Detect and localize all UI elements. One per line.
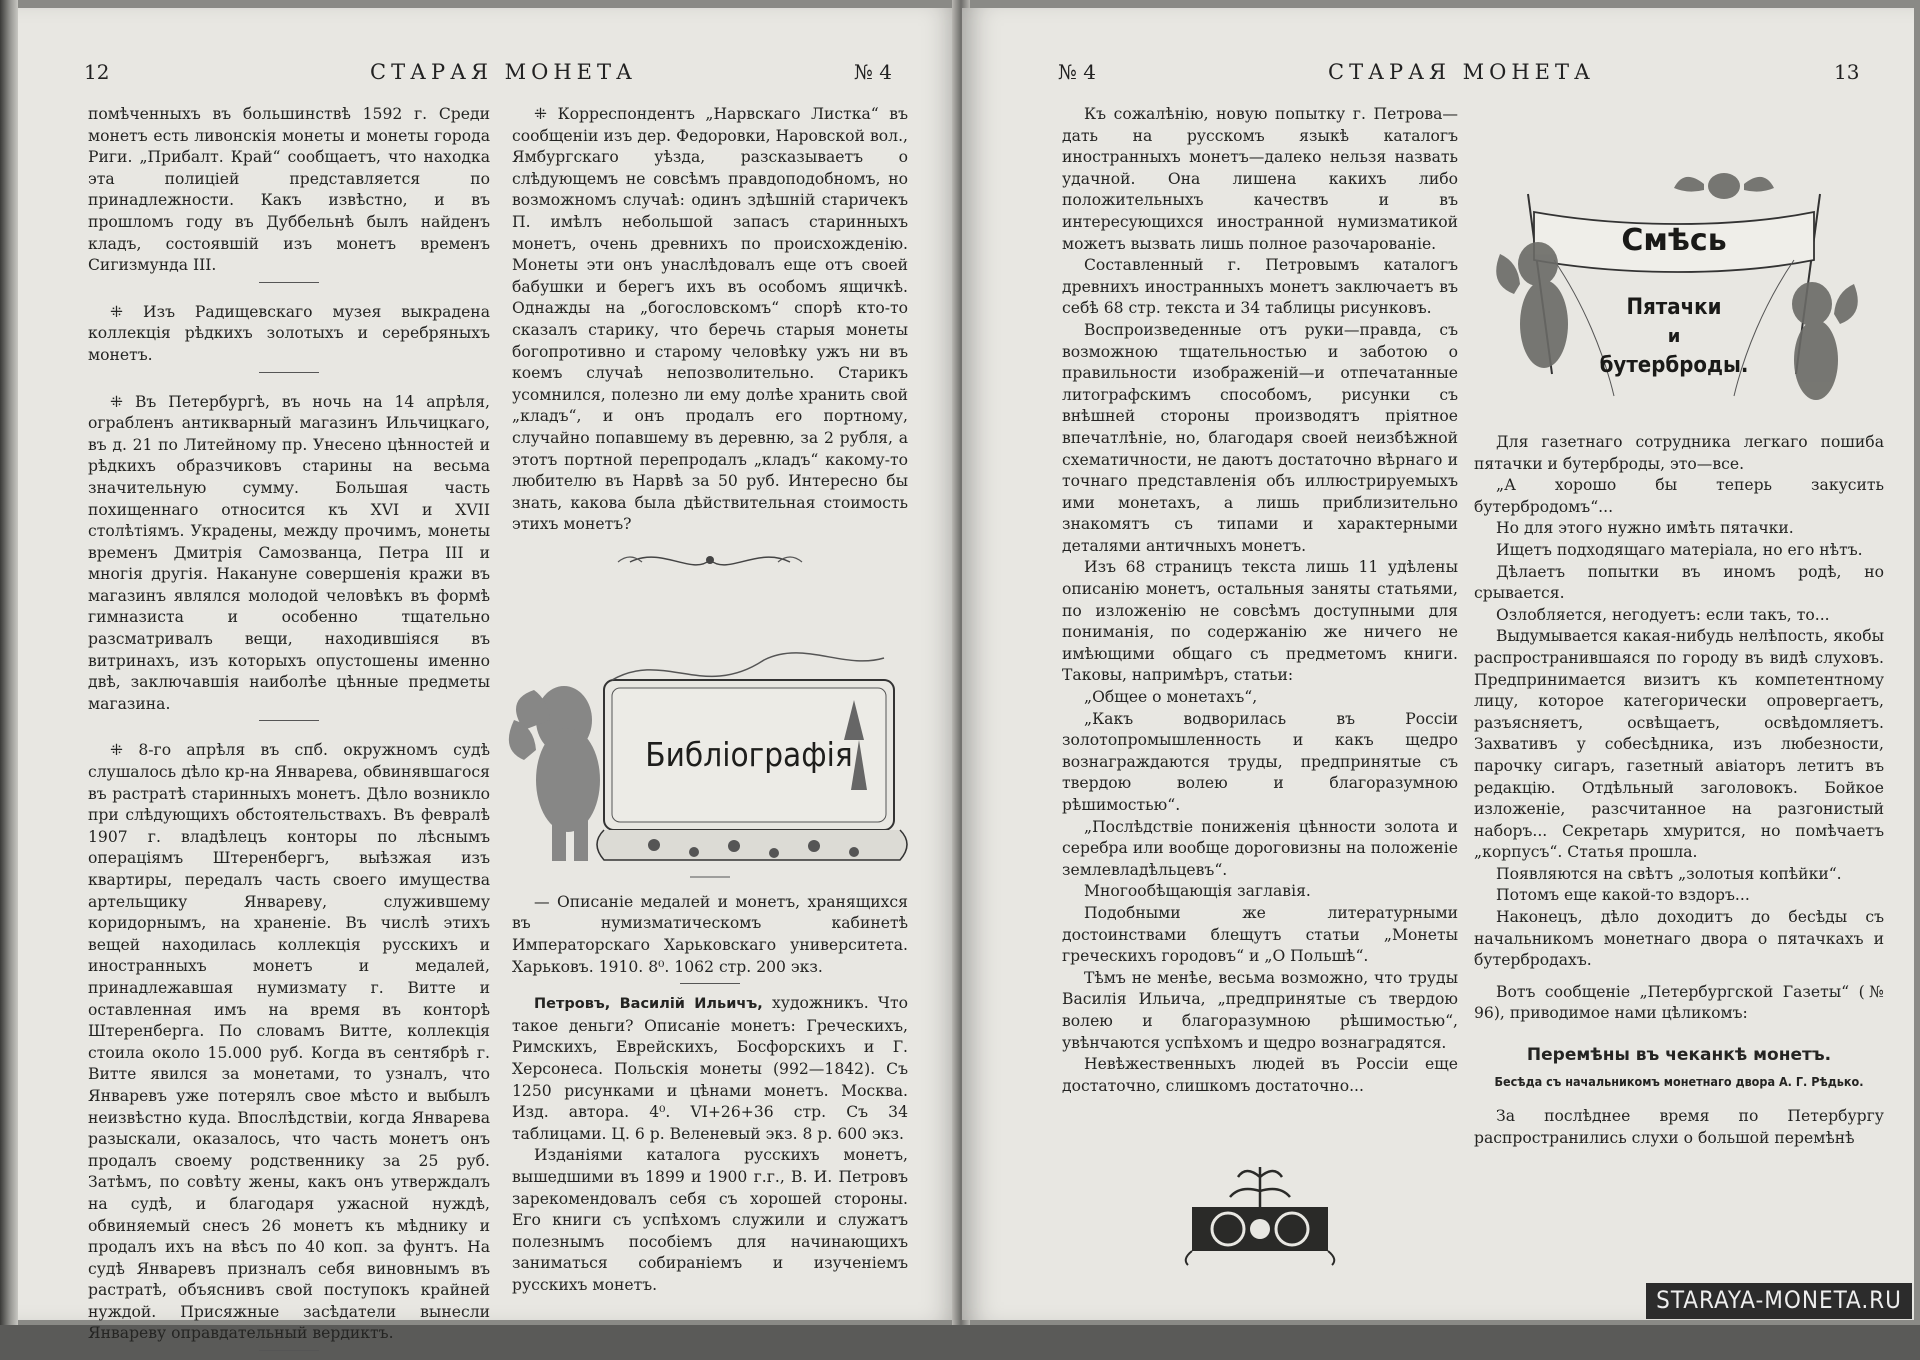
paragraph: Воспроизведенные отъ руки—правда, съ возможною тщательностью и заботою о правильности изображеній—и отпечатанные литографскимъ способомъ, рисунки съ внѣшней стороны производятъ пріятное впечатлѣніе, но, благодаря своей неизбѣжной схематичности, не даютъ достаточно вѣрнаго и точнаго представленія объ иллюстрируемыхъ ими монетахъ, а лишь приблизительно знакомятъ съ типами и характерными деталями античныхъ монетъ.: [1062, 320, 1458, 555]
paragraph: Тѣмъ не менѣе, весьма возможно, что труды Василія Ильича, „предпринятые съ твердою волею и благоразумною рѣшимостью“, увѣнчаются успѣхомъ и щедро вознаградятся.: [1062, 968, 1458, 1052]
paragraph: Къ сожалѣнію, новую попытку г. Петрова—дать на русскомъ языкѣ каталогъ иностранныхъ монетъ—далеко нельзя назвать удачной. Она лишена какихъ либо положительныхъ качествъ и въ интересующихся иностранной нумизматикой можетъ вызвать лишь полное разочарованіе.: [1062, 105, 1458, 253]
bibliography-author: Петровъ, Василій Ильичъ,: [534, 996, 763, 1013]
running-head-right: [962, 60, 1914, 90]
paragraph: „Какъ водворилась въ Россіи золотопромышленность и какъ щедро вознаграждаются труды, предпринятые съ твердою волею и благоразумною рѣшимостью“.: [1062, 709, 1458, 814]
page-number-right: 13: [1834, 60, 1860, 84]
separator: [259, 1350, 319, 1351]
paragraph: ⁜ Въ Петербургѣ, въ ночь на 14 апрѣля, ограбленъ антикварный магазинъ Ильчицкаго, въ д. 21 по Литейному пр. Унесено цѣнностей и рѣдкихъ образчиковъ старины на весьма значительную сумму. Большая часть похищеннаго относится къ XVI и XVII столѣтіямъ. Украдены, между прочимъ, монеты временъ Дмитрія Самозванца, Петра III и многія другія. Накануне совершенія кражи въ магазинъ являлся молодой человѣкъ въ формѣ гимназиста и особенно тщательно разсматривалъ вещи, находившіяся въ витринахъ, изъ которыхъ опустошены именно двѣ, заключавшія наиболѣе цѣнные предметы магазина.: [88, 392, 490, 713]
paragraph: „А хорошо бы теперь закусить бутербродомъ“...: [1474, 476, 1884, 516]
right-page: [962, 8, 1914, 1320]
banner-subtitle-1: Пятачки: [1626, 295, 1722, 320]
left-column-2: [512, 104, 908, 1297]
separator: [259, 282, 319, 283]
divider-ornament: [512, 870, 908, 884]
paragraph: Многообѣщающія заглавія.: [1084, 882, 1311, 901]
paragraph: Невѣжественныхъ людей въ Россіи еще достаточно, слишкомъ достаточно...: [1062, 1055, 1458, 1095]
separator: [680, 983, 740, 984]
paragraph: Подобными же литературными достоинствами блещутъ статьи „Монеты греческихъ городовъ“ и „О Польшѣ“.: [1062, 903, 1458, 966]
paragraph: ⁜ Изъ Радищевскаго музея выкрадена коллекція рѣдкихъ золотыхъ и серебряныхъ монетъ.: [88, 302, 490, 364]
running-head-left: [18, 60, 960, 90]
paragraph: ⁜ Корреспондентъ „Нарвскаго Листка“ въ сообщеніи изъ дер. Федоровки, Наровской вол., Ямбургскаго уѣзда, разсказываетъ о слѣдующемъ не совсѣмъ правдоподобномъ, но возможномъ случаѣ: одинъ здѣшній старичекъ П. имѣлъ небольшой запасъ старинныхъ монетъ, очень древнихъ по происхожденію. Монеты эти онъ унаслѣдовалъ еще отъ своей бабушки и берегъ ихъ въ особомъ ящичкѣ. Однажды на „богословскомъ“ спорѣ кто-то сказалъ старику, что беречь старыя монеты богопротивно и старому человѣку ужъ ни въ коемъ случаѣ непозволительно. Старикъ усомнился, полезно ли ему долѣе хранить свой „кладъ“, и онъ продалъ его портному, случайно попавшему въ деревню, за 2 рубля, а этотъ портной перепродалъ „кладъ“ какому-то любителю въ Нарвѣ за 50 руб. Интересно бы знать, какова была дѣйствительная стоимость этихъ монетъ?: [512, 105, 908, 534]
banner-title: Смѣсь: [1621, 223, 1727, 258]
paragraph: Ищетъ подходящаго матеріала, но его нѣтъ.: [1496, 540, 1863, 559]
article-heading: Перемѣны въ чеканкѣ монетъ.: [1526, 1045, 1832, 1066]
issue-number-left: № 4: [854, 60, 893, 84]
paragraph: Но для этого нужно имѣть пятачки.: [1496, 519, 1794, 538]
paragraph: Изъ 68 страницъ текста лишь 11 удѣлены описанію монетъ, остальныя заняты статьями, по изложенію не совсѣмъ доступными для пониманія, по содержанію же ничего не имѣющими общаго съ предметомъ книги. Таковы, напримѣръ, статьи:: [1062, 558, 1458, 685]
bibliography-entry: — Описаніе медалей и монетъ, хранящихся въ нумизматическомъ кабинетѣ Императорскаго Харьковскаго университета. Харьковъ. 1910. 8⁰. 1062 стр. 200 экз.: [512, 892, 908, 976]
right-column-2: [1474, 104, 1884, 1149]
flourish-ornament: [512, 540, 908, 580]
paragraph: Изданіями каталога русскихъ монетъ, вышедшими въ 1899 и 1900 г.г., В. И. Петровъ зарекомендовалъ себя съ хорошей стороны. Его книги съ успѣхомъ служили и служатъ полезнымъ пособіемъ для начинающихъ заниматься собираніемъ и изученіемъ русскихъ монетъ.: [512, 1146, 908, 1294]
paragraph: Наконецъ, дѣло доходитъ до бесѣды съ начальникомъ монетнаго двора о пятачкахъ и бутербродахъ.: [1474, 908, 1884, 970]
right-column-1: [1062, 104, 1458, 1267]
journal-title-right: СТАРАЯ МОНЕТА: [1328, 60, 1595, 84]
paragraph: Для газетнаго сотрудника легкаго пошиба пятачки и бутерброды, это—все.: [1474, 433, 1884, 473]
paragraph: Озлобляется, негодуетъ: если такъ, то...: [1496, 605, 1830, 624]
left-column-1: [88, 104, 490, 1360]
journal-title-left: СТАРАЯ МОНЕТА: [370, 60, 637, 84]
paragraph: помѣченныхъ въ большинствѣ 1592 г. Среди монетъ есть ливонскія монеты и монеты города Риги. „Прибалт. Край“ сообщаетъ, что находка эта полиціей представляется по принадлежности. Какъ извѣстно, и въ прошломъ году въ Дуббельнѣ былъ найденъ кладъ, состоявшій изъ монетъ временъ Сигизмунда III.: [88, 105, 490, 275]
paragraph: Выдумывается какая-нибудь нелѣпость, якобы распространившаяся по городу въ видѣ слуховъ. Предпринимается визитъ къ компетентному лицу, которое категорически опровергаетъ, разъясняетъ, освѣщаетъ, освѣдомляетъ. Захвативъ у собесѣдника, изъ любезности, парочку сигаръ, газетный авіаторъ летитъ въ редакцію. Отдѣльный заголовокъ. Бойкое изложеніе, разсчитанное на разгонистый наборъ... Секретарь хмурится, но помѣчаетъ „корпусъ“. Статья прошла.: [1474, 627, 1884, 862]
bibliography-entry: [512, 993, 908, 1145]
bibliography-text: художникъ. Что такое деньги? Описаніе монетъ: Греческихъ, Римскихъ, Еврейскихъ, Босфорскихъ и Г. Херсонеса. Польскія монеты (992—1842). Съ 1250 рисунками и цѣнами монетъ. Москва. Изд. автора. 4⁰. VI+26+36 стр. Съ 34 таблицами. Ц. 6 р. Веленевый экз. 8 р. 600 экз.: [512, 994, 908, 1143]
separator: [259, 372, 319, 373]
site-watermark: STARAYA-MONETA.RU: [1646, 1283, 1912, 1319]
article-subheading: Бесѣда съ начальникомъ монетнаго двора А. Г. Рѣдько.: [1494, 1073, 1864, 1089]
separator: [259, 720, 319, 721]
bibliography-header-illustration: [504, 610, 900, 870]
bibliography-heading: Библіографія: [645, 734, 853, 774]
banner-subtitle-2: и: [1667, 326, 1681, 347]
paragraph: „Общее о монетахъ“,: [1084, 688, 1258, 707]
page-number-left: 12: [84, 60, 110, 84]
left-page: [18, 8, 960, 1343]
mixed-section-banner: [1474, 164, 1884, 414]
paragraph: За послѣднее время по Петербургу распространились слухи о большой перемѣнѣ: [1474, 1107, 1884, 1147]
floral-ornament: [1062, 1147, 1458, 1267]
book-edge: [0, 0, 18, 1325]
paragraph: Появляются на свѣтъ „золотыя копѣйки“.: [1496, 864, 1842, 883]
paragraph: Составленный г. Петровымъ каталогъ древнихъ иностранныхъ монетъ заключаетъ въ себѣ 68 стр. текста и 34 таблицы рисунковъ.: [1062, 256, 1458, 318]
paragraph: „Послѣдствіе пониженія цѣнности золота и серебра или вообще дороговизны на положеніе землевладѣльцевъ“.: [1062, 817, 1458, 879]
paragraph: Потомъ еще какой-то вздоръ...: [1496, 886, 1750, 905]
paragraph: Дѣлаетъ попытки въ иномъ родѣ, но срывается.: [1474, 562, 1884, 603]
issue-number-right: № 4: [1058, 60, 1097, 84]
paragraph: Вотъ сообщеніе „Петербургской Газеты“ (№ 96), приводимое нами цѣликомъ:: [1474, 982, 1884, 1023]
banner-subtitle-3: бутерброды.: [1599, 353, 1749, 378]
paragraph: ⁜ 8-го апрѣля въ спб. окружномъ судѣ слушалось дѣло кр-на Январева, обвинявшагося въ растратѣ старинныхъ монетъ. Дѣло возникло при слѣдующихъ обстоятельствахъ. Въ февралѣ 1907 г. владѣлецъ конторы по лѣснымъ операціямъ Штеренбергъ, выѣзжая изъ квартиры, передалъ часть своего имущества артельщику Январеву, служившему коридорнымъ, на храненіе. Въ числѣ этихъ вещей находилась коллекція русскихъ и иностранныхъ монетъ и медалей, принадлежавшая нумизмату г. Витте и оставленная имъ на время въ конторѣ Штеренберга. По словамъ Витте, коллекція стоила около 15.000 руб. Когда въ сентябрѣ г. Витте явился за монетами, то узналъ, что Январевъ уже потерялъ свое мѣсто и выбылъ неизвѣстно куда. Впослѣдствіи, когда Январева разыскали, оказалось, что часть монетъ онъ продалъ своему родственнику за 25 руб. Затѣмъ, по совѣту жены, какъ онъ утверждалъ на судѣ, и благодаря ужасной нуждѣ, обвиняемый снесъ 26 монетъ къ мѣднику и продалъ ихъ на вѣсъ по 40 коп. за фунтъ. На судѣ Январевъ призналъ себя виновнымъ въ растратѣ, объяснивъ свой поступокъ крайней нуждой. Присяжные засѣдатели вынесли Январеву оправдательный вердиктъ.: [88, 741, 490, 1343]
